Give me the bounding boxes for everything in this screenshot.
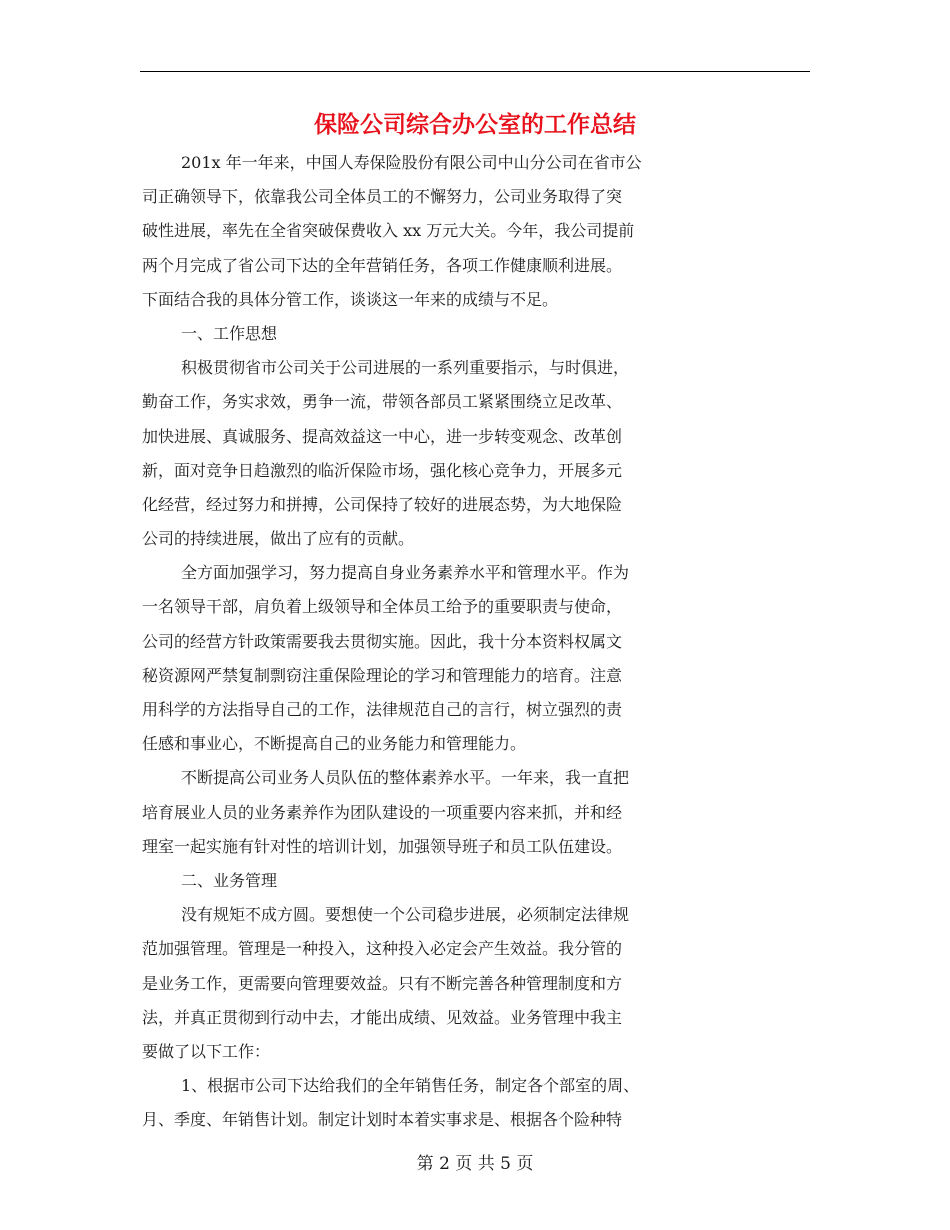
text-line: 公司的持续进展，做出了应有的贡献。 — [142, 529, 415, 549]
section-heading-business-management — [142, 868, 812, 902]
text-line: 积极贯彻省市公司关于公司进展的一系列重要指示，与时俱进， — [181, 358, 630, 378]
text-line: 是业务工作，更需要向管理要效益。只有不断完善各种管理制度和方 — [142, 973, 623, 993]
section-heading-work-thought — [142, 321, 812, 355]
paragraph-team — [142, 765, 812, 868]
text-line: 没有规矩不成方圆。要想使一个公司稳步进展，必须制定法律规 — [181, 905, 630, 925]
paragraph-study — [142, 560, 812, 765]
text-line: 任感和事业心，不断提高自己的业务能力和管理能力。 — [142, 734, 527, 754]
paragraph-intro — [142, 150, 812, 321]
header-rule — [140, 71, 810, 72]
text-line: 破性进展，率先在全省突破保费收入 xx 万元大关。今年，我公司提前 — [142, 221, 635, 241]
document-title: 保险公司综合办公室的工作总结 — [314, 112, 636, 138]
text-line: 不断提高公司业务人员队伍的整体素养水平。一年来，我一直把 — [181, 768, 630, 788]
text-line: 理室一起实施有针对性的培训计划，加强领导班子和员工队伍建设。 — [142, 836, 623, 856]
text-line: 司正确领导下，依靠我公司全体员工的不懈努力，公司业务取得了突 — [142, 187, 623, 207]
text-line: 加快进展、真诚服务、提高效益这一中心，进一步转变观念、改革创 — [142, 426, 623, 446]
section-heading: 一、工作思想 — [181, 323, 278, 343]
text-line: 法，并真正贯彻到行动中去，才能出成绩、见效益。业务管理中我主 — [142, 1007, 623, 1027]
text-line: 要做了以下工作： — [142, 1041, 271, 1061]
section-heading: 二、业务管理 — [181, 870, 278, 890]
page-footer: 第 2 页 共 5 页 — [416, 1154, 534, 1174]
text-line: 月、季度、年销售计划。制定计划时本着实事求是、根据各个险种特 — [142, 1110, 623, 1130]
text-line: 全方面加强学习，努力提高自身业务素养水平和管理水平。作为 — [181, 563, 630, 583]
text-line: 公司的经营方针政策需要我去贯彻实施。因此，我十分本资料权属文 — [142, 631, 623, 651]
document-body — [142, 150, 812, 1141]
paragraph-thought — [142, 355, 812, 560]
text-line: 范加强管理。管理是一种投入，这种投入必定会产生效益。我分管的 — [142, 939, 623, 959]
text-line: 两个月完成了省公司下达的全年营销任务，各项工作健康顺利进展。 — [142, 255, 623, 275]
text-line: 新，面对竞争日趋激烈的临沂保险市场，强化核心竞争力，开展多元 — [142, 460, 623, 480]
text-line: 1、根据市公司下达给我们的全年销售任务，制定各个部室的周、 — [181, 1076, 640, 1096]
text-line: 用科学的方法指导自己的工作，法律规范自己的言行，树立强烈的责 — [142, 700, 623, 719]
text-line: 培育展业人员的业务素养作为团队建设的一项重要内容来抓，并和经 — [142, 802, 623, 822]
text-line: 201x 年一年来，中国人寿保险股份有限公司中山分公司在省市公 — [181, 153, 642, 172]
paragraph-item-1 — [142, 1073, 812, 1141]
paragraph-management — [142, 902, 812, 1073]
text-line: 秘资源网严禁复制剽窃注重保险理论的学习和管理能力的培育。注意 — [142, 665, 623, 685]
text-line: 一名领导干部，肩负着上级领导和全体员工给予的重要职责与使命， — [142, 597, 623, 617]
text-line: 下面结合我的具体分管工作，谈谈这一年来的成绩与不足。 — [142, 289, 559, 309]
text-line: 勤奋工作，务实求效，勇争一流，带领各部员工紧紧围绕立足改革、 — [142, 392, 623, 412]
text-line: 化经营，经过努力和拼搏，公司保持了较好的进展态势，为大地保险 — [142, 494, 623, 514]
